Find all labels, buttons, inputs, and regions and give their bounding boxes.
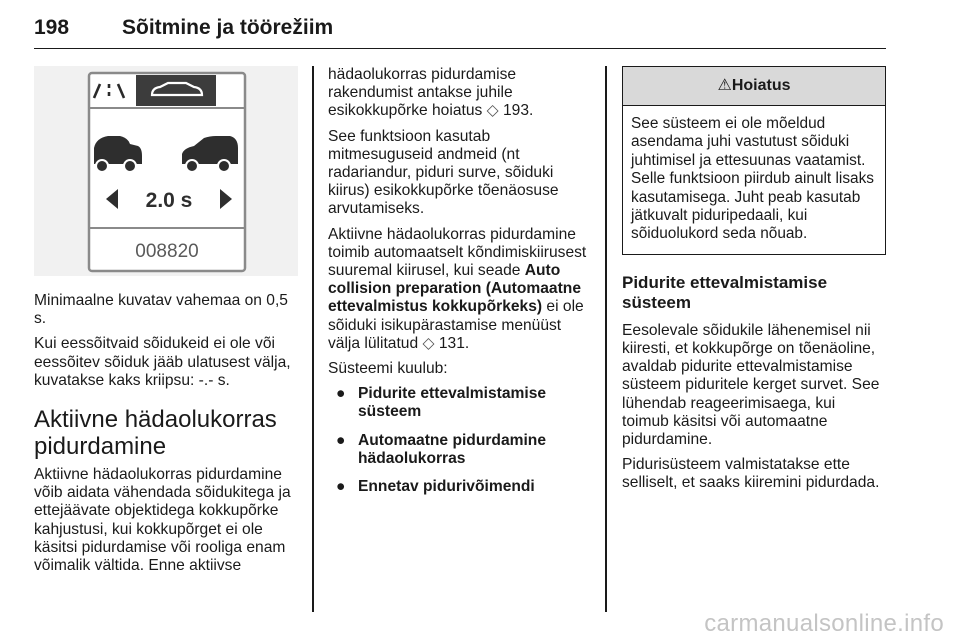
warning-box <box>622 66 886 255</box>
column-2 <box>328 66 590 506</box>
paragraph: Pidurisüsteem valmistatakse ette selliselt, et saaks kiiremini pidurdada. <box>622 456 880 492</box>
column-1 <box>34 292 302 582</box>
bullet-icon: ● <box>336 478 346 496</box>
warning-header <box>623 67 885 106</box>
chapter-title: Sõitmine ja töörežiim <box>122 16 334 39</box>
feature-list <box>328 385 590 496</box>
column-divider <box>312 66 314 612</box>
warning-text: See süsteem ei ole mõeldud asendama juhi vastutust sõiduki juhtimisel ja ettesuunas vaatamist. Selle funktsioon piirdub ainult lisaks kasutamisega. Juht peab kasutab jätkuvalt piduripedaali, kui sõiduolukord seda nõuab. <box>631 115 874 243</box>
paragraph: Minimaalne kuvatav vahemaa on 0,5 s. <box>34 292 288 328</box>
odometer-value: 008820 <box>135 241 199 262</box>
column-divider <box>605 66 607 612</box>
page-reference: 131. <box>438 334 470 352</box>
warning-icon: ⚠ <box>717 77 732 94</box>
section-heading: Aktiivne hädaolukorras pidurdamine <box>34 406 277 461</box>
list-item: ● Ennetav pidurivõimendi <box>336 478 535 496</box>
page-header <box>34 14 886 49</box>
paragraph: See funktsioon kasutab mitmesuguseid andmeid (nt radariandur, piduri surve, sõiduki kiirus) esikokkupõrke tõenäosuse arvutamiseks. <box>328 127 559 218</box>
watermark: carmanualsonline.info <box>704 610 944 637</box>
list-item: ● Automaatne pidurdamine hädaolukorras <box>336 431 547 467</box>
display-screen <box>34 66 298 276</box>
paragraph: Eesolevale sõidukile lähenemisel nii kiiresti, et kokkupõrge on tõenäoline, avaldab pidurite ettevalmistamise süsteem piduritele kerget survet. See lühendab reageerimisaega, kui toimub käsitsi või automaatne pidurdamine. <box>622 321 880 449</box>
column-3 <box>622 66 886 500</box>
bullet-icon: ● <box>336 431 346 449</box>
list-item: ● Pidurite ettevalmistamise süsteem <box>336 385 547 421</box>
vehicle-ahead-indicator <box>136 75 216 106</box>
paragraph: Aktiivne hädaolukorras pidurdamine toimib automaatselt kõndimiskiirusest suuremal kiirusel, kui seade Auto collision preparation (Automaatne ettevalmistus kokkupõrkeks) ei ole sõiduki isikupärastamise menüüst välja lülitatud ◇ 131. <box>328 225 587 352</box>
warning-title: Hoiatus <box>731 77 791 94</box>
paragraph: Aktiivne hädaolukorras pidurdamine võib aidata vähendada sõidukitega ja ettejäävate objektidega kokkupõrke kahjustusi, kui kokkupõrget ei ole käsitsi pidurdamise või rooliga enam võimalik vältida. Enne aktiivse <box>34 466 291 575</box>
setting-name: Auto collision preparation (Automaatne ettevalmistus kokkupõrkeks) <box>328 262 581 316</box>
paragraph: hädaolukorras pidurdamise rakendumist antakse juhile esikokkupõrke hoiatus ◇ 193. <box>328 66 534 120</box>
page-ref-icon: ◇ <box>486 102 499 120</box>
time-gap-value: 2.0 s <box>145 189 193 212</box>
paragraph: Süsteemi kuulub: <box>328 360 448 378</box>
bullet-icon: ● <box>336 385 346 403</box>
paragraph: Kui eessõitvaid sõidukeid ei ole või eessõitev sõiduk jääb ulatusest välja, kuvatakse kaks kriipsu: -.- s. <box>34 335 291 389</box>
display-illustration <box>34 66 298 276</box>
page-reference: 193. <box>502 102 534 120</box>
subsection-heading: Pidurite ettevalmistamise süsteem <box>622 272 828 312</box>
page-ref-icon: ◇ <box>422 334 435 352</box>
page-number: 198 <box>34 16 70 39</box>
